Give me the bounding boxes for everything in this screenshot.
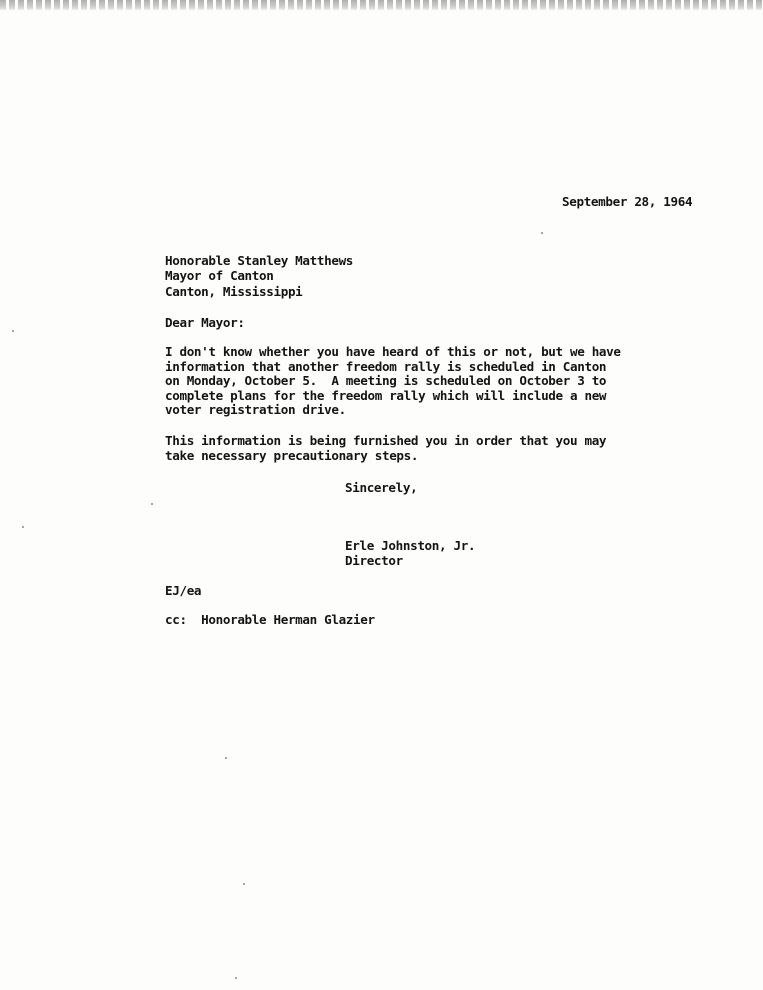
letter-date: September 28, 1964 bbox=[562, 194, 693, 209]
signatory-title: Director bbox=[345, 553, 403, 568]
recipient-title: Mayor of Canton bbox=[165, 268, 274, 283]
body-paragraph-1-line: information that another freedom rally is scheduled in Canton bbox=[165, 358, 607, 374]
paper-speck bbox=[12, 330, 14, 332]
paper-speck bbox=[151, 503, 153, 505]
paper-speck bbox=[243, 883, 245, 885]
typist-initials: EJ/ea bbox=[165, 583, 202, 598]
body-paragraph-1-line: complete plans for the freedom rally which will include a new bbox=[165, 387, 607, 403]
body-paragraph-2 bbox=[165, 434, 606, 463]
body-paragraph-2-line: take necessary precautionary steps. bbox=[165, 447, 419, 463]
closing: Sincerely, bbox=[345, 480, 418, 495]
body-paragraph-2-line: This information is being furnished you in order that you may bbox=[165, 433, 607, 448]
carbon-copy: cc: Honorable Herman Glazier bbox=[165, 612, 375, 627]
paper-speck bbox=[22, 526, 24, 528]
page-top-edge-fade bbox=[0, 0, 763, 12]
salutation: Dear Mayor: bbox=[165, 315, 245, 330]
paper-speck bbox=[541, 232, 543, 234]
body-paragraph-1-line: on Monday, October 5. A meeting is scheduled on October 3 to bbox=[165, 373, 607, 389]
recipient-location: Canton, Mississippi bbox=[165, 284, 303, 299]
signatory-name: Erle Johnston, Jr. bbox=[345, 538, 476, 553]
paper-speck bbox=[235, 977, 237, 979]
body-paragraph-1 bbox=[165, 345, 621, 418]
body-paragraph-1-line: voter registration drive. bbox=[165, 402, 346, 418]
recipient-name: Honorable Stanley Matthews bbox=[165, 253, 354, 268]
paper-speck bbox=[225, 757, 227, 759]
body-paragraph-1-line: I don't know whether you have heard of this or not, but we have bbox=[165, 344, 621, 359]
